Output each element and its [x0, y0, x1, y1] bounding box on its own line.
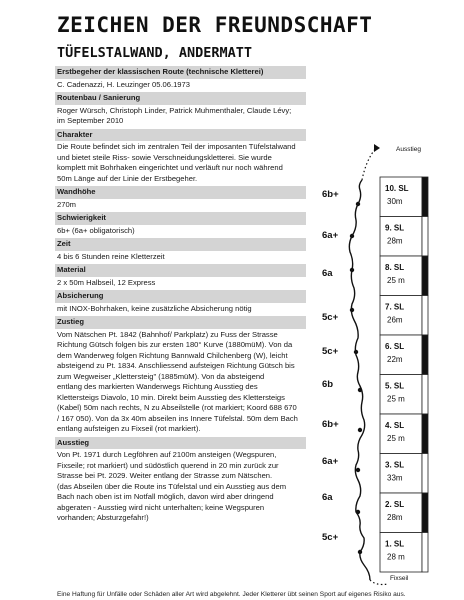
info-section	[55, 129, 306, 187]
section-line: Richtung Gütsch folgen bis zur ersten 180° Kurve (1880müM). Von da	[57, 340, 293, 349]
pitch-marker-bar	[422, 375, 428, 415]
pitch-grade: 6b+	[322, 419, 339, 430]
pitch-grade: 6b+	[322, 189, 339, 200]
pitch-grade: 5c+	[322, 346, 339, 357]
exit-label: Ausstieg	[396, 146, 421, 153]
info-section	[55, 92, 306, 129]
section-line: vorhanden; Absturzgefahr!)	[57, 513, 149, 522]
section-line: 6b+ (6a+ obligatorisch)	[57, 225, 135, 235]
pitch-marker-bar	[422, 533, 428, 573]
pitch-name: 10. SL	[385, 184, 409, 193]
section-body	[55, 105, 306, 129]
info-section	[55, 290, 306, 316]
section-heading: Wandhöhe	[55, 186, 306, 199]
pitch-name: 8. SL	[385, 263, 405, 272]
pitch-length: 25 m	[387, 276, 405, 285]
pitch-marker-bar	[422, 414, 428, 454]
section-line: Fixseile; rot markiert) und südöstlich querend in 20 min zurück zur	[57, 460, 279, 470]
route-info-table	[55, 66, 306, 526]
belay-dot	[354, 350, 358, 354]
route-title: ZEICHEN DER FREUNDSCHAFT	[57, 13, 373, 37]
info-section	[55, 186, 306, 212]
section-line: Strasse bei Pt. 2029. Weiter entlang der Strasse zum Nätschen.	[57, 471, 273, 480]
pitch-length: 26m	[387, 315, 403, 325]
pitch-length: 22m	[387, 355, 403, 364]
section-heading: Schwierigkeit	[55, 212, 306, 225]
pitch-marker-bar	[422, 296, 428, 336]
section-line: 4 bis 6 Stunden reine Kletterzeit	[57, 251, 165, 261]
belay-dot	[350, 308, 354, 312]
section-heading: Absicherung	[55, 290, 306, 303]
pitch-length: 33m	[387, 473, 403, 483]
section-line: zum Wegweiser „Klettersteig" (1885müM). Von da absteigend	[57, 371, 265, 381]
pitch-length: 25 m	[387, 434, 405, 443]
route-topo	[300, 140, 464, 590]
section-heading: Charakter	[55, 129, 306, 142]
section-body	[55, 449, 306, 526]
route-line	[349, 180, 370, 580]
section-line: (Kabel) 50m nach rechts, N zu Abseilstelle (rot markiert; Koord 688 670	[57, 403, 297, 412]
section-line: komplett mit Bohrhaken eingerichtet und verläuft nur noch während	[57, 163, 283, 172]
pitch-length: 25 m	[387, 394, 405, 404]
section-heading: Erstbegeher der klassischen Route (technische Kletterei)	[55, 66, 306, 79]
section-line: und bietet steile Riss- sowie Verschneidungskletterei. Sie wurde	[57, 152, 272, 162]
pitch-length: 28m	[387, 513, 403, 522]
section-heading: Routenbau / Sanierung	[55, 92, 306, 105]
belay-dot	[358, 428, 362, 432]
pitch-name: 5. SL	[385, 381, 405, 391]
section-line: im September 2010	[57, 116, 124, 125]
section-body	[55, 79, 306, 93]
pitch-grade: 5c+	[322, 312, 339, 323]
info-section	[55, 212, 306, 238]
section-heading: Ausstieg	[55, 437, 306, 450]
section-line: mit INOX-Bohrhaken, keine zusätzliche Absicherung nötig	[57, 303, 252, 313]
pitch-marker-bar	[422, 335, 428, 375]
section-line: C. Cadenazzi, H. Leuzinger 05.06.1973	[57, 79, 190, 89]
info-section	[55, 66, 306, 92]
pitch-length: 28 m	[387, 552, 405, 562]
belay-dot	[358, 388, 362, 392]
pitch-name: 1. SL	[385, 539, 405, 549]
pitch-name: 6. SL	[385, 342, 405, 351]
pitch-name: 9. SL	[385, 223, 405, 233]
section-line: 270m	[57, 199, 76, 209]
section-body	[55, 303, 306, 317]
pitch-marker-bar	[422, 177, 428, 217]
belay-dot	[350, 234, 354, 238]
section-body	[55, 199, 306, 213]
pitch-marker-bar	[422, 454, 428, 494]
disclaimer-footer: Eine Haftung für Unfälle oder Schäden aller Art wird abgelehnt. Jeder Kletterer übt seinen Sport auf eigenes Risiko aus.	[57, 591, 406, 598]
section-body	[55, 251, 306, 265]
section-body	[55, 329, 306, 437]
info-section	[55, 264, 306, 290]
exit-arrow-icon	[374, 144, 380, 152]
pitch-name: 4. SL	[385, 421, 405, 430]
section-line: Bach nach oben ist im Notfall möglich, davon wird aber dringend	[57, 492, 274, 501]
pitch-name: 7. SL	[385, 302, 405, 312]
belay-dot	[358, 550, 362, 554]
section-body	[55, 225, 306, 239]
section-line: absteigend zu Pt. 1834. Anschliessend aufsteigen Richtung Gütsch bis	[57, 361, 295, 370]
section-line: abgeraten - Ausstieg wird nicht unterhalten; keine Wegspuren	[57, 502, 265, 512]
pitch-name: 2. SL	[385, 500, 405, 509]
section-line: Klettersteigs Diavolo, 10 min. Direkt beim Ausstieg des Klettersteigs	[57, 392, 285, 402]
pitch-length: 30m	[387, 197, 403, 206]
belay-dot	[356, 468, 360, 472]
section-line: dem Wanderweg folgen Richtung Bannwald Chilchenberg (W), leicht	[57, 350, 288, 360]
section-line: entlang aufsteigen zu Fixseil (rot markiert).	[57, 424, 201, 433]
belay-dot	[356, 202, 360, 206]
pitch-marker-bar	[422, 493, 428, 533]
section-heading: Zeit	[55, 238, 306, 251]
exit-trail	[362, 148, 376, 180]
pitch-grade: 6a+	[322, 230, 339, 241]
belay-dot	[350, 268, 354, 272]
start-trail	[370, 580, 388, 585]
pitch-marker-bar	[422, 217, 428, 257]
section-line: Die Route befindet sich im zentralen Teil der imposanten Tüfelstalwand	[57, 142, 296, 151]
pitch-grade: 5c+	[322, 532, 339, 543]
section-line: 2 x 50m Halbseil, 12 Express	[57, 277, 156, 287]
section-line: entlang des markierten Wanderwegs Richtung Ausstieg des	[57, 382, 258, 391]
belay-dot	[356, 510, 360, 514]
pitch-grade: 6a	[322, 268, 333, 279]
info-section	[55, 316, 306, 437]
pitch-marker-bar	[422, 256, 428, 296]
info-section	[55, 437, 306, 526]
pitch-name: 3. SL	[385, 460, 405, 470]
section-heading: Material	[55, 264, 306, 277]
pitch-length: 28m	[387, 236, 403, 246]
section-body	[55, 141, 306, 186]
section-line: / 167 050). Von da 3x 40m abseilen ins Innere Tüfelstal. 50m dem Bach	[57, 413, 298, 423]
pitch-grade: 6b	[322, 379, 334, 390]
section-line: 50m Länge auf der Linie der Erstbegeher.	[57, 173, 198, 183]
fixed-rope-label: Fixseil	[390, 575, 409, 582]
pitch-grade: 6a+	[322, 456, 339, 467]
section-body	[55, 277, 306, 291]
section-line: (das Abseilen über die Route ins Tüfelstal und ein Ausstieg aus dem	[57, 481, 287, 491]
info-section	[55, 238, 306, 264]
section-heading: Zustieg	[55, 316, 306, 329]
route-subtitle: TÜFELSTALWAND, ANDERMATT	[57, 45, 253, 61]
section-line: Roger Würsch, Christoph Linder, Patrick Muhmenthaler, Claude Lévy;	[57, 105, 292, 115]
section-line: Von Pt. 1971 durch Legföhren auf 2100m ansteigen (Wegspuren,	[57, 450, 277, 459]
section-line: Vom Nätschen Pt. 1842 (Bahnhof/ Parkplatz) zu Fuss der Strasse	[57, 329, 278, 339]
pitch-grade: 6a	[322, 492, 333, 503]
